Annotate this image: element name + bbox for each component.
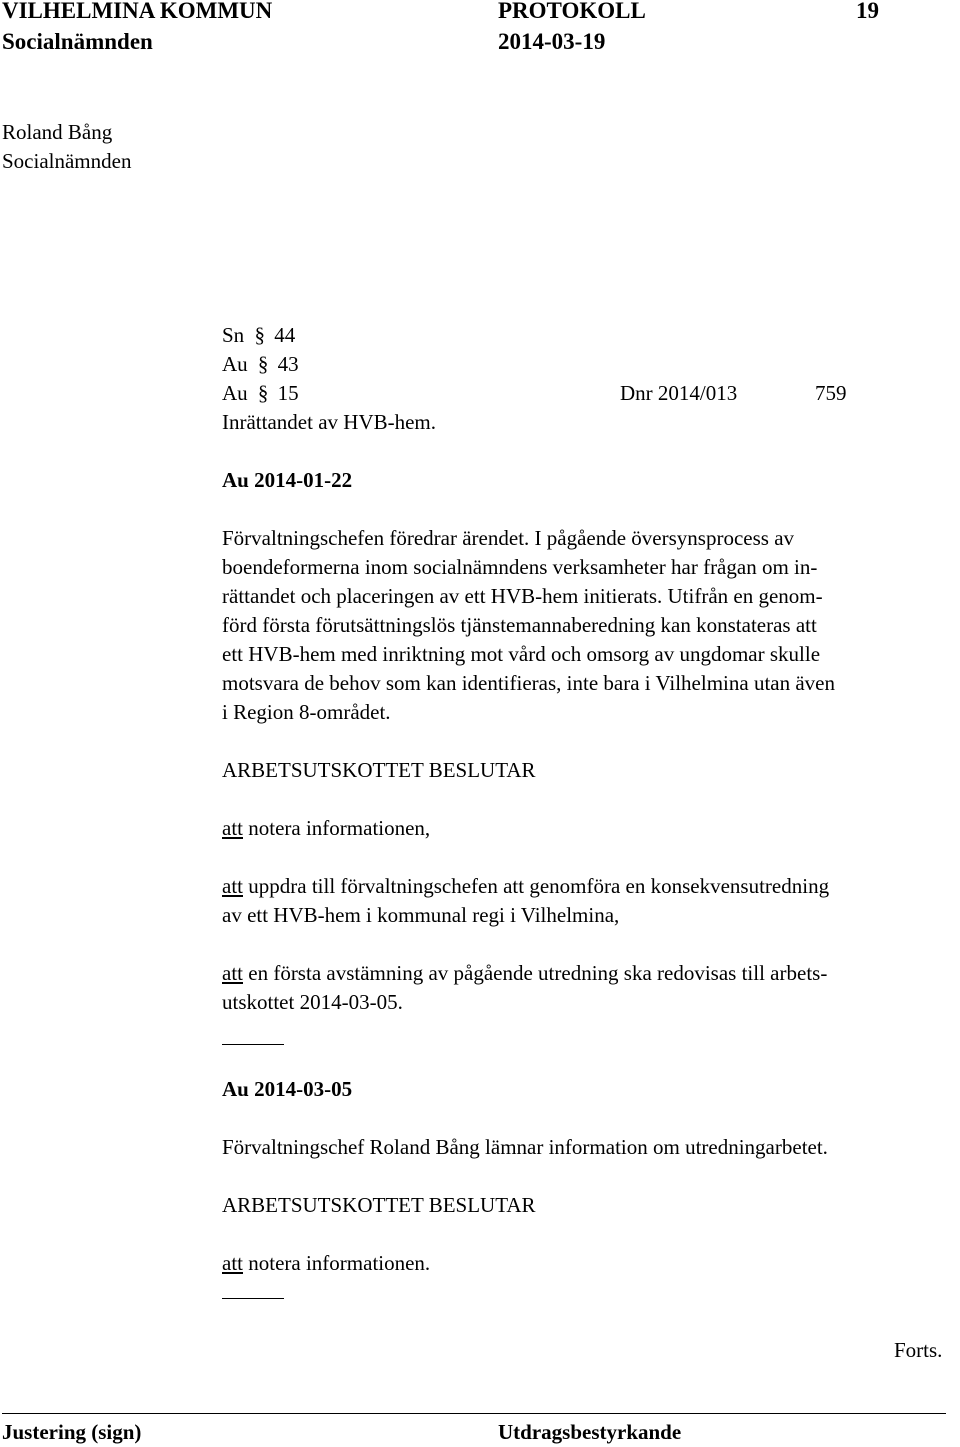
meeting1-body-line: boendeformerna inom socialnämndens verksamheter har frågan om in- [222,555,818,579]
meeting1-heading: Au 2014-01-22 [222,468,353,492]
meeting1-body-line: rättandet och placeringen av ett HVB-hem initierats. Utifrån en genom- [222,584,823,608]
meeting2-decision-heading: ARBETSUTSKOTTET BESLUTAR [222,1193,536,1217]
municipality-name: VILHELMINA KOMMUN [2,0,273,23]
section-separator [222,1044,284,1045]
diary-number: Dnr 2014/013 [620,381,738,405]
meeting1-intro: Förvaltningschefen föredrar ärendet. I pågående översynsprocess av [222,526,795,550]
footer-rule [2,1413,946,1414]
justering-label: Justering (sign) [2,1420,142,1444]
meeting1-decision-heading: ARBETSUTSKOTTET BESLUTAR [222,758,536,782]
meeting1-body [222,524,959,727]
case-subject: Inrättandet av HVB-hem. [222,410,437,434]
page-number: 19 [856,0,879,23]
continued-note: Forts. [894,1338,943,1362]
recipient-name: Roland Bång [2,120,113,144]
meeting1-decision-1: att notera informationen, [222,816,431,840]
ref-au-43: Au § 43 [222,352,299,376]
ref-sn: Sn § 44 [222,323,296,347]
meeting1-body-line: förd första förutsättningslös tjänstemannaberedning kan konstateras att [222,613,817,637]
document-type: PROTOKOLL [498,0,646,23]
committee-name: Socialnämnden [2,29,153,54]
meeting1-body-line: i Region 8-området. [222,700,391,724]
protocol-date: 2014-03-19 [498,29,606,54]
ref-au-15: Au § 15 [222,381,299,405]
section-separator [222,1298,284,1299]
utdragsbestyrkande-label: Utdragsbestyrkande [498,1420,682,1444]
meeting1-decision-2: att uppdra till förvaltningschefen att genomföra en konsekvensutredning av ett HVB-hem i kommunal regi i Vilhelmina, [222,874,830,927]
meeting2-decision-1: att notera informationen. [222,1251,431,1275]
recipient-unit: Socialnämnden [2,149,132,173]
meeting2-heading: Au 2014-03-05 [222,1077,353,1101]
meeting1-body-line: ett HVB-hem med inriktning mot vård och omsorg av ungdomar skulle [222,642,821,666]
meeting1-decision-3: att en första avstämning av pågående utredning ska redovisas till arbets- utskottet 2014-03-05. [222,961,828,1014]
diary-number-suffix: 759 [815,381,847,405]
meeting2-body: Förvaltningschef Roland Bång lämnar information om utredningarbetet. [222,1135,828,1159]
meeting1-body-line: motsvara de behov som kan identifieras, inte bara i Vilhelmina utan även [222,671,835,695]
